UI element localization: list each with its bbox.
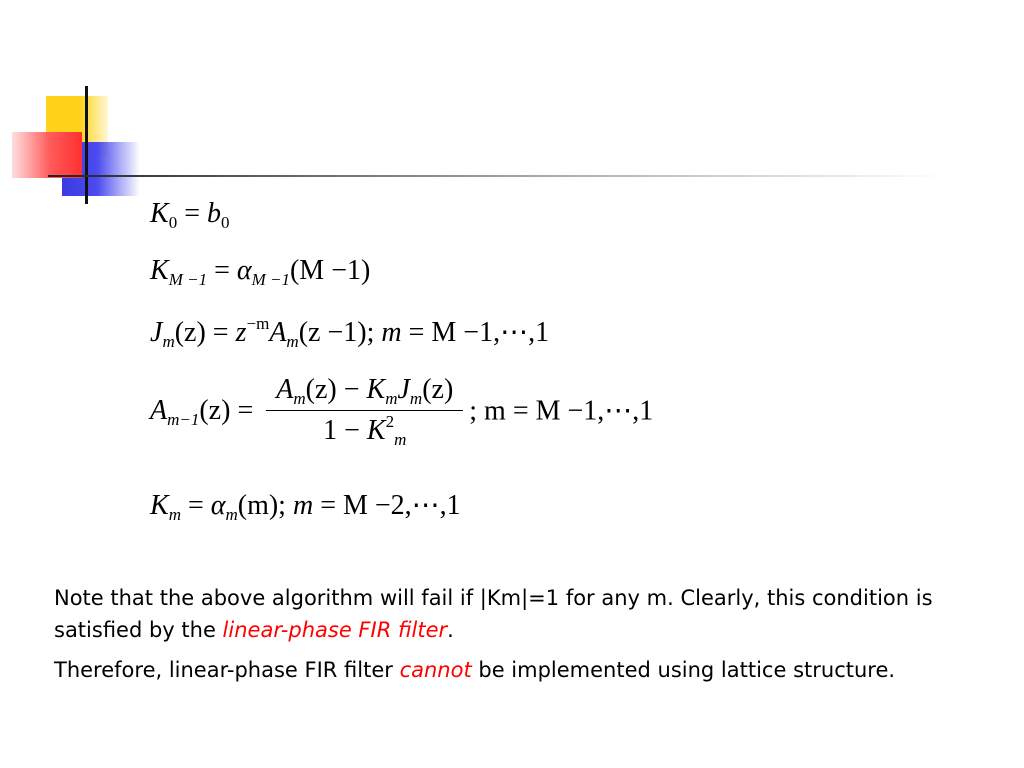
fraction-numerator: $A_m(z) - K_mJ_m(z)$ [266, 374, 463, 411]
equation-k0: $K_0 = b_0$ [150, 198, 230, 232]
note-paragraph-1: Note that the above algorithm will fail if |Km|=1 for any m. Clearly, this condition is satisfied by the linear-phase FIR filter. [54, 586, 933, 642]
title-divider-line [48, 175, 948, 177]
fraction [266, 374, 463, 447]
decorative-red-square [12, 132, 82, 178]
fraction-denominator: $1 - K^2_m$ [323, 412, 407, 449]
equation-jm: $J_m(z) = z^{-m}A_m(z -1)$; m = M −1,⋯,1 [150, 314, 550, 351]
equation-km-minus-1: $K_{M -1} = \alpha_{M -1}(M -1)$ [150, 255, 371, 289]
note-paragraph-2: Therefore, linear-phase FIR filter cannot be implemented using lattice structure. [54, 658, 896, 682]
equation-am-minus-1: $A_{m-1}(z)$ = $\frac{A_m(z) - K_mJ_m(z)}{1 - K^2_m}$ ; m = M −1,⋯,1 [150, 374, 654, 449]
decorative-vertical-line [85, 86, 88, 204]
notes-section [54, 582, 974, 694]
equation-km: $K_m = \alpha_m(m)$; m = M −2,⋯,1 [150, 490, 461, 524]
